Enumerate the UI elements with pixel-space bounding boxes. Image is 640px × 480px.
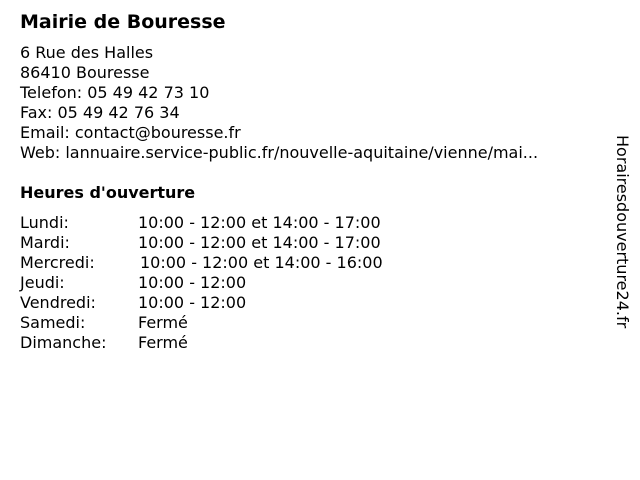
day-hours: 10:00 - 12:00 et 14:00 - 17:00 <box>138 233 381 252</box>
day-label: Dimanche: <box>20 333 107 352</box>
day-label: Vendredi: <box>20 293 96 312</box>
hours-row-monday <box>20 213 440 233</box>
day-hours: 10:00 - 12:00 <box>138 273 247 292</box>
contact-block <box>20 43 538 163</box>
postal-city: 86410 Bouresse <box>20 63 150 82</box>
hours-row-wednesday <box>20 253 440 273</box>
hours-row-saturday <box>20 313 440 333</box>
watermark-brand: Horairesdouverture24.fr <box>613 135 632 329</box>
web-line: Web: lannuaire.service-public.fr/nouvelle-aquitaine/vienne/mai... <box>20 143 539 162</box>
day-label: Jeudi: <box>20 273 65 292</box>
hours-row-thursday <box>20 273 440 293</box>
day-label: Lundi: <box>20 213 69 232</box>
day-hours: 10:00 - 12:00 et 14:00 - 17:00 <box>138 213 381 232</box>
hours-row-sunday <box>20 333 440 353</box>
hours-row-friday <box>20 293 440 313</box>
fax-line: Fax: 05 49 42 76 34 <box>20 103 180 122</box>
day-hours: Fermé <box>138 313 188 332</box>
opening-hours-heading: Heures d'ouverture <box>20 183 196 202</box>
page-title: Mairie de Bouresse <box>20 11 226 33</box>
day-label: Mardi: <box>20 233 70 252</box>
day-hours: Fermé <box>138 333 188 352</box>
email-line: Email: contact@bouresse.fr <box>20 123 241 142</box>
day-label: Mercredi: <box>20 253 95 272</box>
day-label: Samedi: <box>20 313 86 332</box>
phone-line: Telefon: 05 49 42 73 10 <box>20 83 210 102</box>
day-hours: 10:00 - 12:00 et 14:00 - 16:00 <box>140 253 383 272</box>
day-hours: 10:00 - 12:00 <box>138 293 247 312</box>
opening-hours-table <box>20 213 440 353</box>
hours-row-tuesday <box>20 233 440 253</box>
street-address: 6 Rue des Halles <box>20 43 154 62</box>
